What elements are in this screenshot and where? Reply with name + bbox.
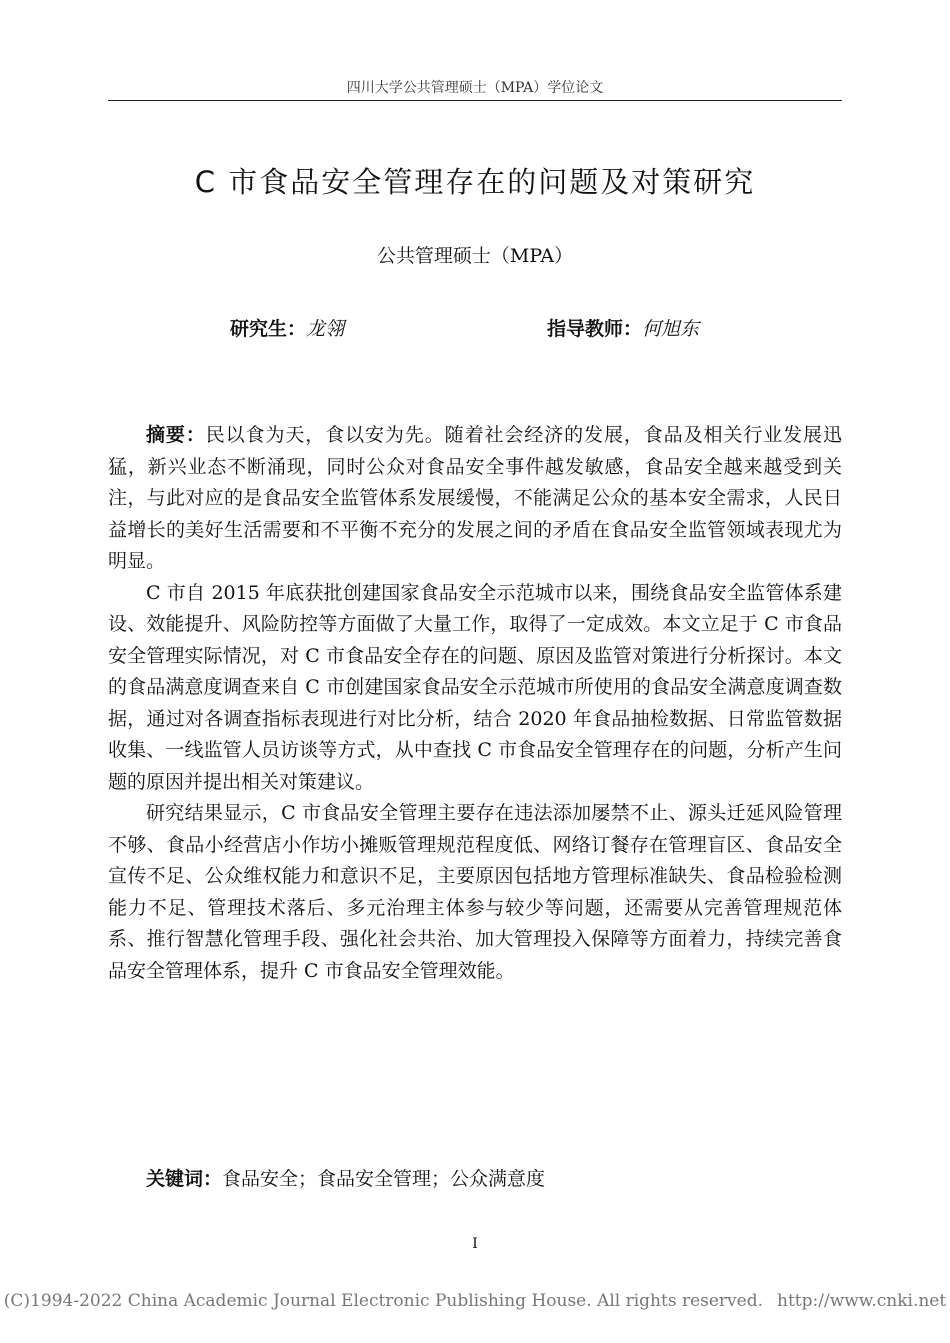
running-header: 四川大学公共管理硕士（MPA）学位论文 [346,80,604,96]
footer-url[interactable]: http://www.cnki.net [777,1291,947,1311]
keywords [108,1164,842,1195]
abstract-paragraph [108,420,842,578]
header-rule [108,100,842,101]
page-number: I [472,1236,478,1252]
thesis-title: C 市食品安全管理存在的问题及对策研究 [194,165,756,199]
copyright-footer [0,1290,950,1312]
abstract-paragraph: C 市自 2015 年底获批创建国家食品安全示范城市以来，围绕食品安全监管体系建设、效能提升、风险防控等方面做了大量工作，取得了一定成效。本文立足于 C 市食品安全管理实际情况，对 C 市食品安全存在的问题、原因及监管对策进行分析探讨。本文的食品满意度调查来自 C 市创建国家食品安全示范城市所使用的食品安全满意度调查数据，通过对各调查指标表现进行对比分析，结合 2020 年食品抽检数据、日常监管数据收集、一线监管人员访谈等方式，从中查找 C 市食品安全管理存在的问题，分析产生问题的原因并提出相关对策建议。 [108,581,842,793]
degree-label: 公共管理硕士（MPA） [376,245,574,267]
keywords-text: 食品安全；食品安全管理；公众满意度 [222,1168,546,1190]
author-block [230,315,344,343]
advisor-name: 何旭东 [642,318,700,340]
author-label: 研究生： [230,318,307,340]
advisor-block [547,315,699,343]
abstract-paragraph-text: 民以食为天，食以安为先。随着社会经济的发展，食品及相关行业发展迅猛，新兴业态不断涌现，同时公众对食品安全事件越发敏感，食品安全越来越受到关注，与此对应的是食品安全监管体系发展缓慢，不能满足公众的基本安全需求，人民日益增长的美好生活需要和不平衡不充分的发展之间的矛盾在食品安全监管领域表现尤为明显。 [108,424,842,572]
abstract-body [108,420,842,987]
copyright-text: (C)1994-2022 China Academic Journal Electronic Publishing House. All rights reserved. [3,1291,764,1311]
abstract-label: 摘要： [146,424,206,446]
advisor-label: 指导教师： [547,318,643,340]
keywords-label: 关键词： [146,1168,223,1190]
author-name: 龙翎 [306,318,345,340]
abstract-paragraph: 研究结果显示，C 市食品安全管理主要存在违法添加屡禁不止、源头迁延风险管理不够、食品小经营店小作坊小摊贩管理规范程度低、网络订餐存在管理盲区、食品安全宣传不足、公众维权能力和意识不足，主要原因包括地方管理标准缺失、食品检验检测能力不足、管理技术落后、多元治理主体参与较少等问题，还需要从完善管理规范体系、推行智慧化管理手段、强化社会共治、加大管理投入保障等方面着力，持续完善食品安全管理体系，提升 C 市食品安全管理效能。 [108,802,842,982]
author-advisor-row [0,315,950,343]
